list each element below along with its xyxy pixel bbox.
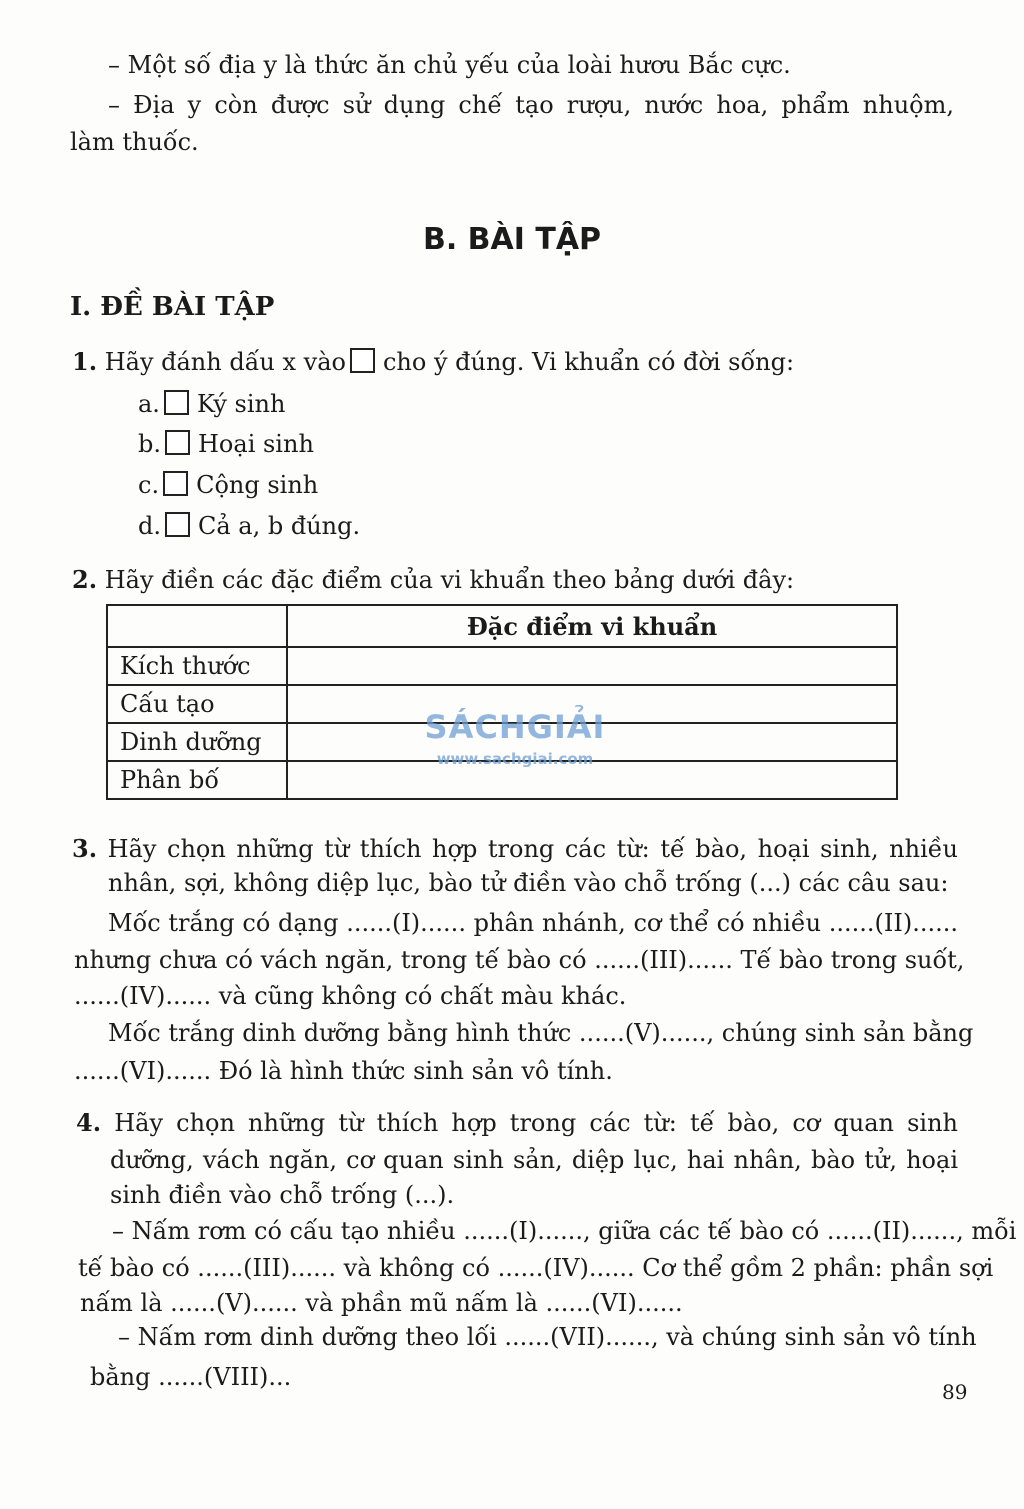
question-4-line-5: tế bào có ......(III)...... và không có ......(IV)...... Cơ thể gồm 2 phần: phần sợi bbox=[78, 1254, 994, 1282]
question-1 bbox=[72, 347, 794, 377]
option-c bbox=[138, 470, 318, 500]
question-3-line-2: nhân, sợi, không diệp lục, bào tử điền vào chỗ trống (...) các câu sau: bbox=[108, 869, 949, 897]
watermark-url: www.sachgiai.com bbox=[436, 750, 594, 768]
question-3-text: Hãy chọn những từ thích hợp trong các từ: tế bào, hoại sinh, nhiều bbox=[107, 835, 958, 863]
row-answer-cell[interactable] bbox=[287, 647, 897, 685]
intro-line-2: – Địa y còn được sử dụng chế tạo rượu, nước hoa, phẩm nhuộm, bbox=[108, 91, 954, 119]
checkbox-example-icon bbox=[350, 348, 375, 373]
table-row bbox=[107, 647, 897, 685]
question-4-line-8: bằng ......(VIII)... bbox=[90, 1363, 292, 1391]
option-letter: a. bbox=[138, 390, 160, 418]
intro-line-3: làm thuốc. bbox=[70, 128, 199, 156]
question-3-line-3: Mốc trắng có dạng ......(I)...... phân nhánh, cơ thể có nhiều ......(II)...... bbox=[108, 909, 958, 937]
question-2-text: Hãy điền các đặc điểm của vi khuẩn theo bảng dưới đây: bbox=[104, 566, 795, 594]
question-4-line-4: – Nấm rơm có cấu tạo nhiều ......(I)......, giữa các tế bào có ......(II)......, mỗi bbox=[112, 1217, 1017, 1245]
watermark bbox=[410, 708, 620, 768]
page-number: 89 bbox=[942, 1380, 968, 1404]
option-letter: d. bbox=[138, 512, 161, 540]
checkbox-option-c[interactable] bbox=[163, 471, 188, 496]
checkbox-option-a[interactable] bbox=[164, 390, 189, 415]
question-4-number: 4. bbox=[76, 1108, 102, 1137]
question-1-text-before: Hãy đánh dấu x vào bbox=[104, 348, 346, 376]
question-1-text-after: cho ý đúng. Vi khuẩn có đời sống: bbox=[382, 348, 795, 376]
checkbox-option-b[interactable] bbox=[165, 430, 190, 455]
question-4-line-2: dưỡng, vách ngăn, cơ quan sinh sản, diệp lục, hai nhân, bào tử, hoại bbox=[110, 1146, 958, 1174]
question-2 bbox=[72, 565, 794, 595]
intro-line-1: – Một số địa y là thức ăn chủ yếu của loài hươu Bắc cực. bbox=[108, 51, 791, 79]
option-d bbox=[138, 511, 360, 541]
question-3-line-7: ......(VI)...... Đó là hình thức sinh sản vô tính. bbox=[74, 1057, 613, 1085]
row-label: Dinh dưỡng bbox=[107, 723, 287, 761]
subsection-title: I. ĐỀ BÀI TẬP bbox=[70, 292, 275, 322]
table-header-empty bbox=[107, 605, 287, 647]
bacteria-feature-table bbox=[106, 604, 898, 800]
option-text: Hoại sinh bbox=[198, 430, 314, 458]
option-text: Cộng sinh bbox=[196, 471, 319, 499]
question-2-number: 2. bbox=[72, 565, 98, 594]
question-4-line-7: – Nấm rơm dinh dưỡng theo lối ......(VII)......, và chúng sinh sản vô tính bbox=[118, 1323, 977, 1351]
row-label: Phân bố bbox=[107, 761, 287, 799]
table-header-row bbox=[107, 605, 897, 647]
question-3-line-6: Mốc trắng dinh dưỡng bằng hình thức ......(V)......, chúng sinh sản bằng bbox=[108, 1019, 974, 1047]
question-4-line-1 bbox=[76, 1108, 958, 1138]
watermark-title: SÁCHGIẢI bbox=[424, 708, 606, 746]
question-3-number: 3. bbox=[72, 834, 98, 863]
question-1-number: 1. bbox=[72, 347, 98, 376]
question-3-line-1 bbox=[72, 834, 958, 864]
option-text: Ký sinh bbox=[196, 390, 286, 418]
question-3-line-5: ......(IV)...... và cũng không có chất màu khác. bbox=[74, 982, 627, 1010]
option-b bbox=[138, 429, 314, 459]
section-title: B. BÀI TẬP bbox=[422, 222, 602, 257]
option-a bbox=[138, 389, 285, 419]
option-text: Cả a, b đúng. bbox=[198, 512, 361, 540]
option-letter: c. bbox=[138, 471, 160, 499]
question-4-line-6: nấm là ......(V)...... và phần mũ nấm là ......(VI)...... bbox=[80, 1289, 683, 1317]
table-header-title: Đặc điểm vi khuẩn bbox=[287, 605, 897, 647]
row-label: Cấu tạo bbox=[107, 685, 287, 723]
row-label: Kích thước bbox=[107, 647, 287, 685]
checkbox-option-d[interactable] bbox=[165, 512, 190, 537]
question-3-line-4: nhưng chưa có vách ngăn, trong tế bào có ......(III)...... Tế bào trong suốt, bbox=[74, 946, 965, 974]
question-4-line-3: sinh điền vào chỗ trống (...). bbox=[110, 1181, 455, 1209]
option-letter: b. bbox=[138, 430, 161, 458]
question-4-text: Hãy chọn những từ thích hợp trong các từ: tế bào, cơ quan sinh bbox=[114, 1109, 958, 1137]
